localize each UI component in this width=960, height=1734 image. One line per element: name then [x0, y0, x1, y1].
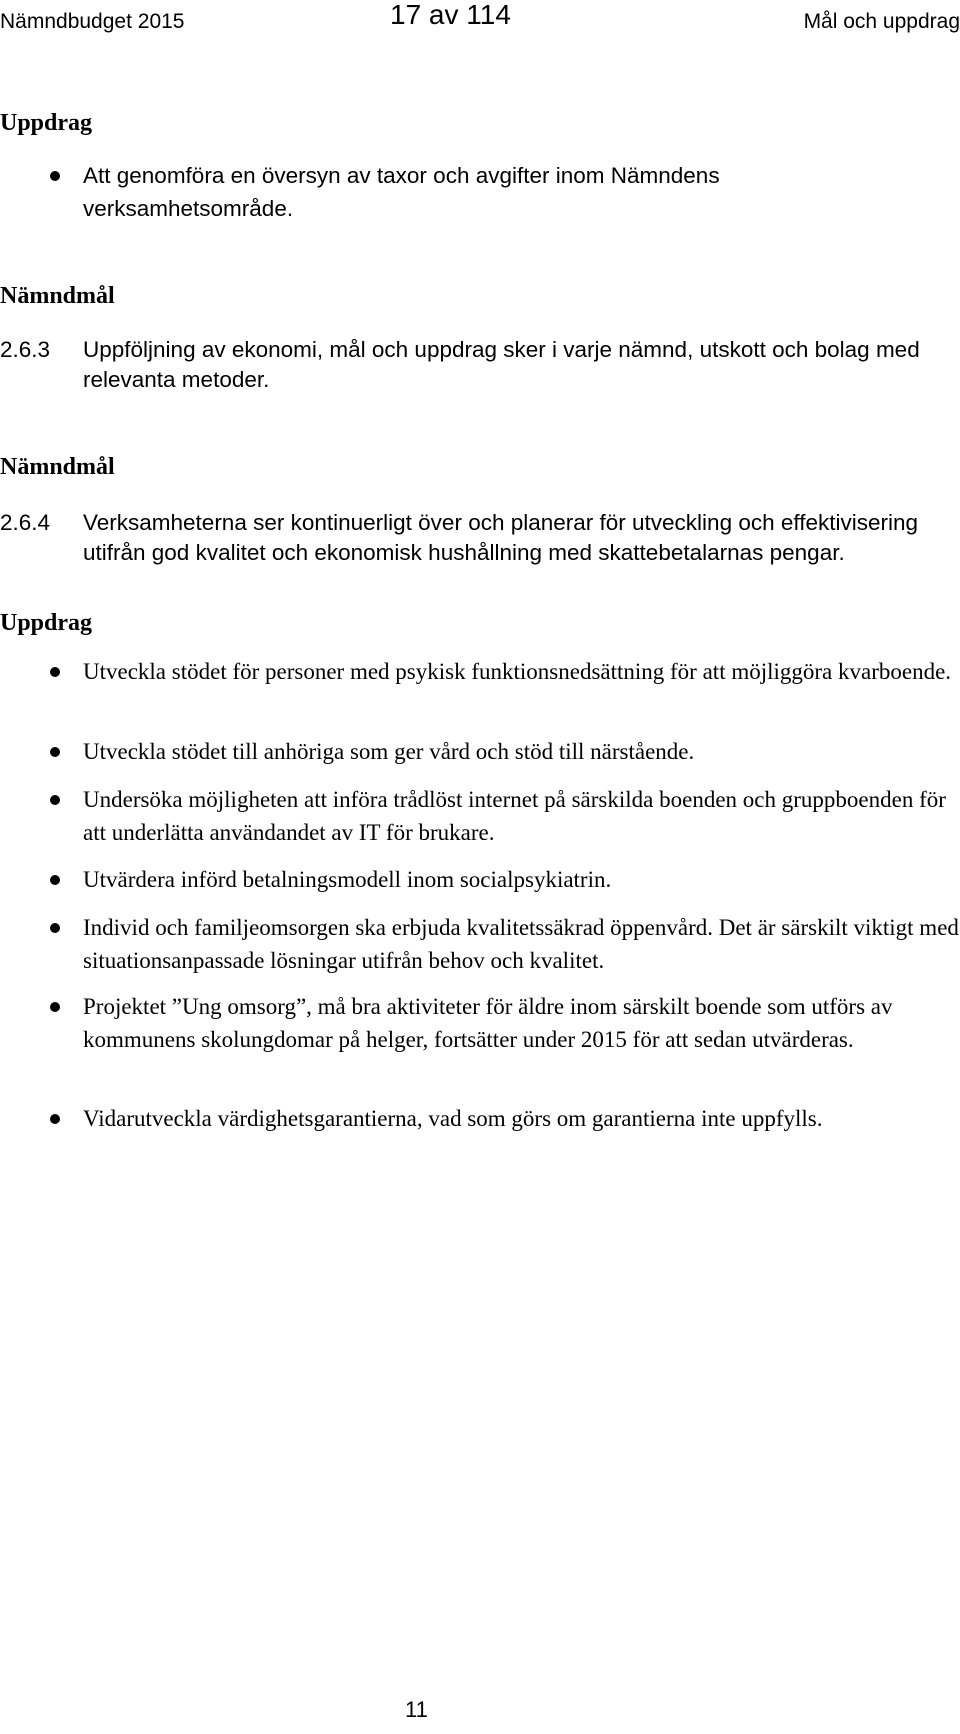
list-item: Utvärdera införd betalningsmodell inom socialpsykiatrin.	[83, 867, 612, 892]
page-header	[0, 0, 960, 44]
header-page-counter: 17 av 114	[390, 0, 511, 30]
bullet-marker	[50, 747, 60, 757]
bullet-marker	[50, 875, 60, 885]
list-item: Utveckla stödet för personer med psykisk funktionsnedsättning för att möjliggöra kvarboende.	[83, 659, 952, 684]
bullet-marker	[50, 795, 60, 805]
bullet-marker	[50, 1002, 60, 1012]
list-item: Utveckla stödet till anhöriga som ger vård och stöd till närstående.	[83, 739, 695, 764]
section-heading-namndmal: Nämndmål	[0, 454, 115, 480]
section-heading-namndmal: Nämndmål	[0, 283, 115, 309]
goal-number: 2.6.3	[0, 337, 51, 362]
list-item: Att genomföra en översyn av taxor och avgifter inom Nämndens verksamhetsområde.	[83, 163, 720, 221]
section-heading-uppdrag: Uppdrag	[0, 610, 93, 636]
bullet-marker	[50, 667, 60, 677]
list-item: Undersöka möjligheten att införa trådlöst internet på särskilda boenden och gruppboenden för att underlätta användandet av IT för brukare.	[83, 787, 946, 845]
goal-number: 2.6.4	[0, 510, 51, 535]
list-item: Individ och familjeomsorgen ska erbjuda kvalitetssäkrad öppenvård. Det är särskilt viktigt med situationsanpassade lösningar utifrån behov och kvalitet.	[83, 915, 959, 973]
page-number: 11	[405, 1697, 428, 1722]
list-item: Projektet ”Ung omsorg”, må bra aktiviteter för äldre inom särskilt boende som utförs av kommunens skolungdomar på helger, fortsätter under 2015 för att sedan utvärderas.	[83, 994, 893, 1052]
bullet-marker	[50, 171, 60, 181]
bullet-marker	[50, 1114, 60, 1124]
header-section-title: Mål och uppdrag	[803, 10, 960, 33]
list-item: Vidarutveckla värdighetsgarantierna, vad som görs om garantierna inte uppfylls.	[83, 1106, 823, 1131]
section-heading-uppdrag: Uppdrag	[0, 110, 93, 136]
bullet-marker	[50, 923, 60, 933]
goal-text: Verksamheterna ser kontinuerligt över och planerar för utveckling och effektivisering utifrån god kvalitet och ekonomisk hushållning med skattebetalarnas pengar.	[83, 510, 919, 565]
goal-text: Uppföljning av ekonomi, mål och uppdrag sker i varje nämnd, utskott och bolag med relevanta metoder.	[83, 337, 920, 392]
header-document-title: Nämndbudget 2015	[0, 10, 185, 33]
